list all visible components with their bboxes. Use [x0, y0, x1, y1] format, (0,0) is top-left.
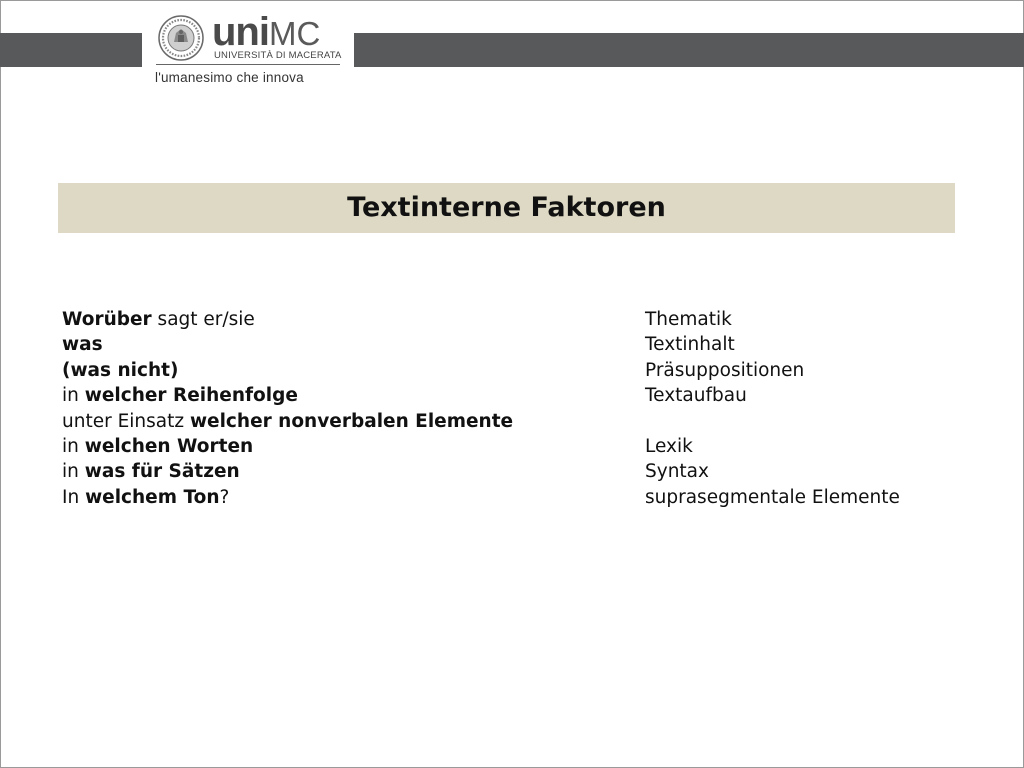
question-keyword: was — [62, 334, 103, 356]
question-keyword: Worüber — [62, 309, 152, 330]
questions-column — [62, 307, 622, 510]
question-keyword: welcher nonverbalen Elemente — [189, 410, 514, 432]
factor-line: Präsuppositionen — [645, 359, 805, 381]
question-line — [62, 434, 622, 459]
question-keyword: (was nicht) — [62, 359, 179, 381]
factor-line: Lexik — [645, 435, 693, 457]
factor-line — [645, 409, 975, 434]
factors-column — [645, 307, 975, 510]
logo-divider — [156, 64, 340, 65]
university-seal-icon — [158, 15, 204, 61]
question-text: In — [62, 486, 86, 508]
university-name: UNIVERSITÀ DI MACERATA — [214, 50, 342, 61]
logo-tagline: l'umanesimo che innova — [155, 70, 304, 85]
factor-line: suprasegmentale Elemente — [645, 486, 900, 508]
question-text: in — [62, 385, 85, 407]
question-line — [62, 459, 622, 484]
question-line — [62, 485, 622, 510]
factor-line: Thematik — [645, 309, 732, 330]
question-line — [62, 332, 622, 357]
question-keyword: was für Sätzen — [84, 461, 240, 483]
header-bar-left — [0, 33, 142, 67]
question-line — [62, 409, 622, 434]
question-keyword: welchem Ton — [85, 486, 220, 508]
question-keyword: welcher Reihenfolge — [84, 385, 298, 407]
question-text: ? — [219, 486, 230, 508]
brand-mc: MC — [268, 15, 321, 52]
question-text: sagt er/sie — [151, 309, 255, 330]
question-line — [62, 383, 622, 408]
question-keyword: welchen Worten — [84, 435, 254, 457]
question-text: in — [62, 435, 85, 457]
header-bar-right — [354, 33, 1024, 67]
question-line — [62, 358, 622, 383]
factor-line: Syntax — [645, 461, 709, 483]
question-text: unter Einsatz — [62, 410, 190, 432]
question-text: in — [62, 461, 85, 483]
brand-uni: uni — [212, 10, 269, 54]
factor-line: Textaufbau — [645, 385, 747, 407]
slide-title: Textinterne Faktoren — [347, 192, 666, 223]
brand-wordmark — [212, 10, 321, 54]
question-line — [62, 307, 622, 332]
factor-line: Textinhalt — [645, 334, 735, 356]
